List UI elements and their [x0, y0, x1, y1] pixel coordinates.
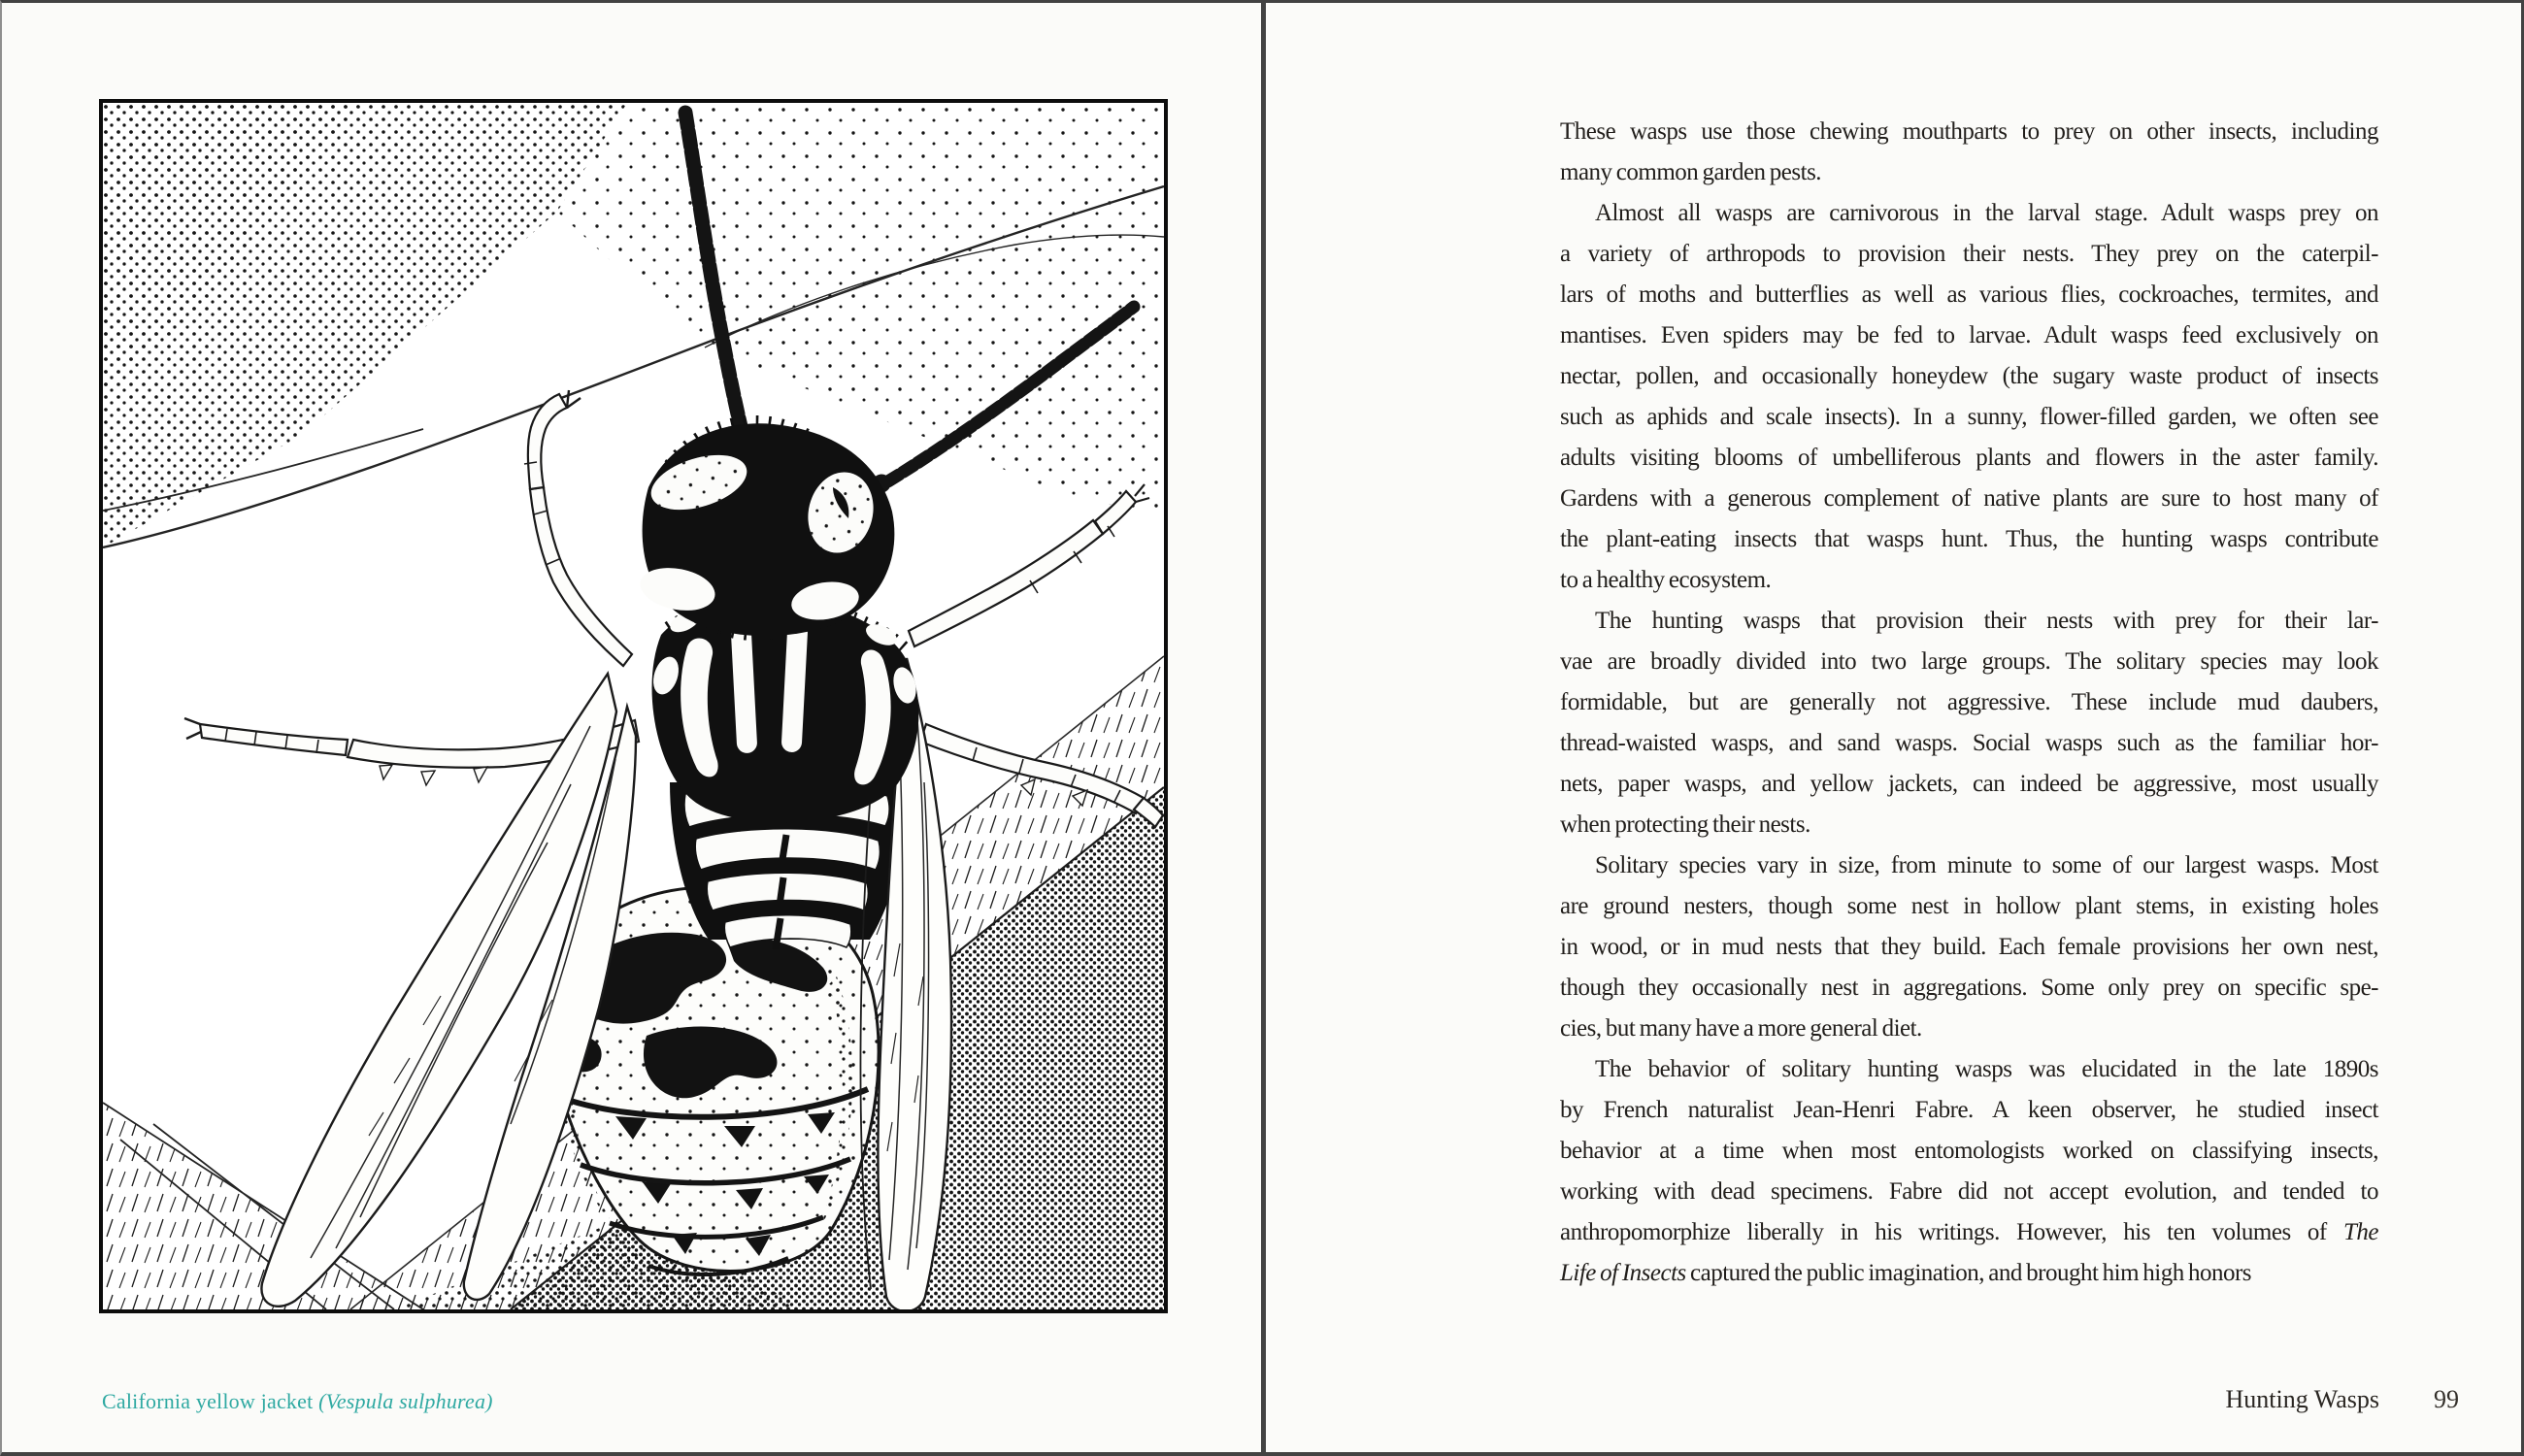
body-text-line: to a healthy ecosystem.: [1560, 567, 1772, 593]
body-text-line: The behavior of solitary hunting wasps was elucidated in the late 1890s: [1595, 1056, 2378, 1082]
body-text-line: The hunting wasps that provision their nests with prey for their lar-: [1595, 608, 2378, 634]
illustration-frame: [99, 99, 1168, 1313]
body-text-line: working with dead specimens. Fabre did not accept evolution, and tended to: [1560, 1178, 2378, 1205]
body-text-line: many common garden pests.: [1560, 159, 1822, 185]
body-text-line: though they occasionally nest in aggregations. Some only prey on specific spe-: [1560, 975, 2378, 1001]
illustration-caption: California yellow jacket (Vespula sulphurea): [102, 1389, 493, 1413]
body-text-line: behavior at a time when most entomologists worked on classifying insects,: [1560, 1138, 2378, 1164]
page-number: 99: [2434, 1385, 2459, 1413]
body-text-line: These wasps use those chewing mouthparts to prey on other insects, including: [1560, 118, 2378, 145]
body-text-line: anthropomorphize liberally in his writings. However, his ten volumes of The: [1560, 1219, 2378, 1245]
wasp-illustration: [103, 103, 1164, 1309]
body-text-line: mantises. Even spiders may be fed to larvae. Adult wasps feed exclusively on: [1560, 322, 2378, 348]
body-text-line: Almost all wasps are carnivorous in the larval stage. Adult wasps prey on: [1595, 200, 2378, 226]
body-text: [1560, 112, 2378, 1294]
body-text-line: vae are broadly divided into two large groups. The solitary species may look: [1560, 648, 2378, 675]
body-text-line: lars of moths and butterflies as well as various flies, cockroaches, termites, and: [1560, 281, 2378, 308]
body-text-line: such as aphids and scale insects). In a sunny, flower-filled garden, we often see: [1560, 404, 2378, 430]
body-text-line: Gardens with a generous complement of native plants are sure to host many of: [1560, 485, 2378, 512]
body-text-line: cies, but many have a more general diet.: [1560, 1015, 1922, 1042]
body-text-line: are ground nesters, though some nest in hollow plant stems, in existing holes: [1560, 893, 2378, 919]
body-text-line: when protecting their nests.: [1560, 811, 1810, 838]
body-text-line: the plant-eating insects that wasps hunt. Thus, the hunting wasps contribute: [1560, 526, 2378, 552]
page-gutter-divider: [1261, 3, 1266, 1456]
body-text-line: by French naturalist Jean-Henri Fabre. A keen observer, he studied insect: [1560, 1097, 2378, 1123]
body-text-line: Life of Insects captured the public imagination, and brought him high honors: [1560, 1260, 2252, 1286]
body-text-line: nets, paper wasps, and yellow jackets, can indeed be aggressive, most usually: [1560, 771, 2378, 797]
chapter-title: Hunting Wasps: [2225, 1385, 2379, 1413]
body-text-line: nectar, pollen, and occasionally honeydew (the sugary waste product of insects: [1560, 363, 2378, 389]
body-text-line: Solitary species vary in size, from minute to some of our largest wasps. Most: [1595, 852, 2378, 878]
body-text-line: in wood, or in mud nests that they build. Each female provisions her own nest,: [1560, 934, 2378, 960]
wasp-head: [637, 423, 895, 636]
running-footer: [2226, 1385, 2460, 1414]
body-text-line: adults visiting blooms of umbelliferous plants and flowers in the aster family.: [1560, 445, 2378, 471]
body-text-line: a variety of arthropods to provision their nests. They prey on the caterpil-: [1560, 241, 2378, 267]
body-text-line: thread-waisted wasps, and sand wasps. Social wasps such as the familiar hor-: [1560, 730, 2378, 756]
body-text-line: formidable, but are generally not aggressive. These include mud daubers,: [1560, 689, 2378, 715]
